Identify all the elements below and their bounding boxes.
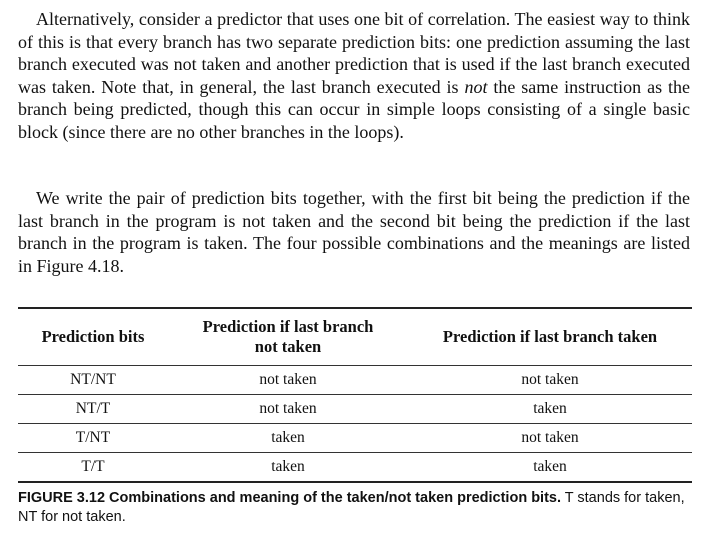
paragraph-correlation-intro	[18, 8, 690, 143]
paragraph-prediction-bits: We write the pair of prediction bits together, with the first bit being the prediction if the last branch in the program is not taken and the second bit being the prediction if the last branch in the program is taken. The four possible combinations and the meanings are listed in Figure 4.18.	[18, 188, 690, 276]
paragraph-text: Alternatively, consider a predictor that uses one bit of correlation. The easiest way to think of this is that every branch has two separate prediction bits: one prediction assuming the last branch executed was not taken and another prediction that is used if the last branch executed was taken. Note that, in general, the last branch executed is	[18, 9, 690, 97]
cell-taken-prediction: not taken	[408, 424, 692, 453]
cell-not-taken-prediction: not taken	[168, 395, 408, 424]
header-if-not-taken-line2: not taken	[254, 337, 322, 356]
header-if-not-taken	[168, 308, 408, 366]
table-row	[18, 424, 692, 453]
cell-not-taken-prediction: not taken	[168, 366, 408, 395]
figure-caption-text: T stands for taken, NT for not taken.	[18, 490, 685, 525]
header-if-taken: Prediction if last branch taken	[408, 308, 692, 366]
cell-bits: NT/T	[18, 395, 168, 424]
table-row	[18, 366, 692, 395]
cell-bits: T/NT	[18, 424, 168, 453]
emphasis-not: not	[464, 76, 488, 97]
table-header-row	[18, 308, 692, 366]
header-if-not-taken-line1: Prediction if last branch	[202, 317, 374, 336]
cell-bits: NT/NT	[18, 366, 168, 395]
paragraph-text-continued: the same instruction as the branch being predicted, though this can occur in simple loops consisting of a single basic block (since there are no other branches in the loops).	[18, 76, 690, 142]
figure-caption	[18, 489, 702, 527]
cell-taken-prediction: taken	[408, 395, 692, 424]
table-row	[18, 453, 692, 483]
prediction-bits-table	[18, 307, 692, 483]
figure-caption-label: FIGURE 3.12 Combinations and meaning of the taken/not taken prediction bits.	[18, 490, 562, 506]
header-prediction-bits: Prediction bits	[18, 308, 168, 366]
cell-taken-prediction: taken	[408, 453, 692, 483]
cell-not-taken-prediction: taken	[168, 424, 408, 453]
table-row	[18, 395, 692, 424]
cell-bits: T/T	[18, 453, 168, 483]
cell-taken-prediction: not taken	[408, 366, 692, 395]
cell-not-taken-prediction: taken	[168, 453, 408, 483]
